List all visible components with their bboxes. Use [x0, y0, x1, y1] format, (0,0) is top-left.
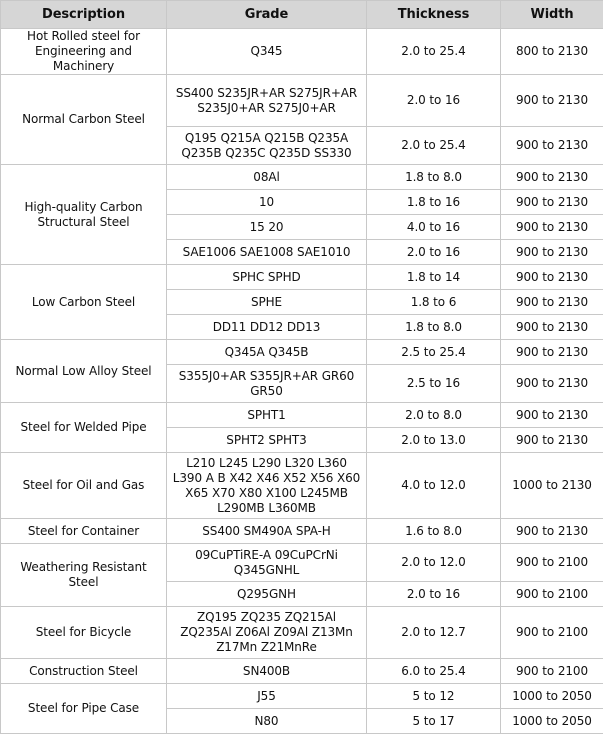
table-row — [1, 607, 603, 659]
header-description: Description — [1, 1, 167, 29]
thickness-cell: 2.0 to 13.0 — [367, 428, 501, 453]
thickness-cell: 6.0 to 25.4 — [367, 659, 501, 684]
thickness-cell: 1.8 to 16 — [367, 190, 501, 215]
width-cell: 900 to 2130 — [501, 127, 603, 165]
table-row — [1, 519, 603, 544]
thickness-cell: 1.8 to 14 — [367, 265, 501, 290]
width-cell: 900 to 2130 — [501, 365, 603, 403]
grade-cell: 15 20 — [167, 215, 367, 240]
width-cell: 900 to 2130 — [501, 290, 603, 315]
table-row — [1, 265, 603, 290]
grade-cell: Q345A Q345B — [167, 340, 367, 365]
width-cell: 900 to 2130 — [501, 75, 603, 127]
width-cell: 800 to 2130 — [501, 29, 603, 75]
group-description: Hot Rolled steel for Engineering and Machinery — [1, 29, 167, 75]
width-cell: 900 to 2130 — [501, 165, 603, 190]
width-cell: 900 to 2100 — [501, 607, 603, 659]
group-description: Normal Low Alloy Steel — [1, 340, 167, 403]
table-row — [1, 403, 603, 428]
group-description: Normal Carbon Steel — [1, 75, 167, 165]
grade-cell: 08Al — [167, 165, 367, 190]
grade-cell: ZQ195 ZQ235 ZQ215Al ZQ235Al Z06Al Z09Al Z13Mn Z17Mn Z21MnRe — [167, 607, 367, 659]
table-row — [1, 75, 603, 127]
grade-cell: L210 L245 L290 L320 L360 L390 A B X42 X46 X52 X56 X60 X65 X70 X80 X100 L245MB L290MB L360MB — [167, 453, 367, 519]
thickness-cell: 1.8 to 6 — [367, 290, 501, 315]
thickness-cell: 2.0 to 12.0 — [367, 544, 501, 582]
width-cell: 900 to 2100 — [501, 582, 603, 607]
grade-cell: J55 — [167, 684, 367, 709]
thickness-cell: 2.0 to 25.4 — [367, 29, 501, 75]
grade-cell: S355J0+AR S355JR+AR GR60 GR50 — [167, 365, 367, 403]
table-row — [1, 659, 603, 684]
grade-cell: SPHT1 — [167, 403, 367, 428]
thickness-cell: 5 to 17 — [367, 709, 501, 734]
table-row — [1, 453, 603, 519]
group-description: Weathering Resistant Steel — [1, 544, 167, 607]
width-cell: 900 to 2100 — [501, 544, 603, 582]
grade-cell: SPHE — [167, 290, 367, 315]
thickness-cell: 2.0 to 12.7 — [367, 607, 501, 659]
group-description: Construction Steel — [1, 659, 167, 684]
width-cell: 900 to 2130 — [501, 519, 603, 544]
grade-cell: Q345 — [167, 29, 367, 75]
group-description: Steel for Oil and Gas — [1, 453, 167, 519]
width-cell: 1000 to 2050 — [501, 709, 603, 734]
thickness-cell: 1.8 to 8.0 — [367, 165, 501, 190]
grade-cell: Q295GNH — [167, 582, 367, 607]
thickness-cell: 1.8 to 8.0 — [367, 315, 501, 340]
group-description: Steel for Container — [1, 519, 167, 544]
table-row — [1, 544, 603, 582]
width-cell: 900 to 2130 — [501, 428, 603, 453]
width-cell: 900 to 2130 — [501, 190, 603, 215]
thickness-cell: 4.0 to 16 — [367, 215, 501, 240]
thickness-cell: 2.0 to 16 — [367, 240, 501, 265]
thickness-cell: 2.5 to 25.4 — [367, 340, 501, 365]
table-row — [1, 340, 603, 365]
header-thickness: Thickness — [367, 1, 501, 29]
group-description: Steel for Welded Pipe — [1, 403, 167, 453]
grade-cell: SAE1006 SAE1008 SAE1010 — [167, 240, 367, 265]
width-cell: 900 to 2130 — [501, 403, 603, 428]
width-cell: 1000 to 2130 — [501, 453, 603, 519]
thickness-cell: 2.5 to 16 — [367, 365, 501, 403]
thickness-cell: 1.6 to 8.0 — [367, 519, 501, 544]
width-cell: 900 to 2100 — [501, 659, 603, 684]
group-description: Low Carbon Steel — [1, 265, 167, 340]
table-row — [1, 29, 603, 75]
grade-cell: Q195 Q215A Q215B Q235A Q235B Q235C Q235D SS330 — [167, 127, 367, 165]
grade-cell: SPHC SPHD — [167, 265, 367, 290]
grade-cell: 10 — [167, 190, 367, 215]
grade-cell: SPHT2 SPHT3 — [167, 428, 367, 453]
grade-cell: SN400B — [167, 659, 367, 684]
grade-cell: DD11 DD12 DD13 — [167, 315, 367, 340]
width-cell: 1000 to 2050 — [501, 684, 603, 709]
table-row — [1, 165, 603, 190]
width-cell: 900 to 2130 — [501, 315, 603, 340]
group-description: Steel for Pipe Case — [1, 684, 167, 734]
width-cell: 900 to 2130 — [501, 265, 603, 290]
width-cell: 900 to 2130 — [501, 340, 603, 365]
thickness-cell: 2.0 to 16 — [367, 75, 501, 127]
grade-cell: SS400 S235JR+AR S275JR+AR S235J0+AR S275J0+AR — [167, 75, 367, 127]
header-row — [1, 1, 603, 29]
grade-cell: N80 — [167, 709, 367, 734]
table-row — [1, 684, 603, 709]
group-description: Steel for Bicycle — [1, 607, 167, 659]
group-description: High-quality Carbon Structural Steel — [1, 165, 167, 265]
thickness-cell: 4.0 to 12.0 — [367, 453, 501, 519]
width-cell: 900 to 2130 — [501, 240, 603, 265]
width-cell: 900 to 2130 — [501, 215, 603, 240]
thickness-cell: 5 to 12 — [367, 684, 501, 709]
thickness-cell: 2.0 to 8.0 — [367, 403, 501, 428]
thickness-cell: 2.0 to 16 — [367, 582, 501, 607]
grade-cell: 09CuPTiRE-A 09CuPCrNi Q345GNHL — [167, 544, 367, 582]
header-grade: Grade — [167, 1, 367, 29]
grade-cell: SS400 SM490A SPA-H — [167, 519, 367, 544]
thickness-cell: 2.0 to 25.4 — [367, 127, 501, 165]
header-width: Width — [501, 1, 603, 29]
